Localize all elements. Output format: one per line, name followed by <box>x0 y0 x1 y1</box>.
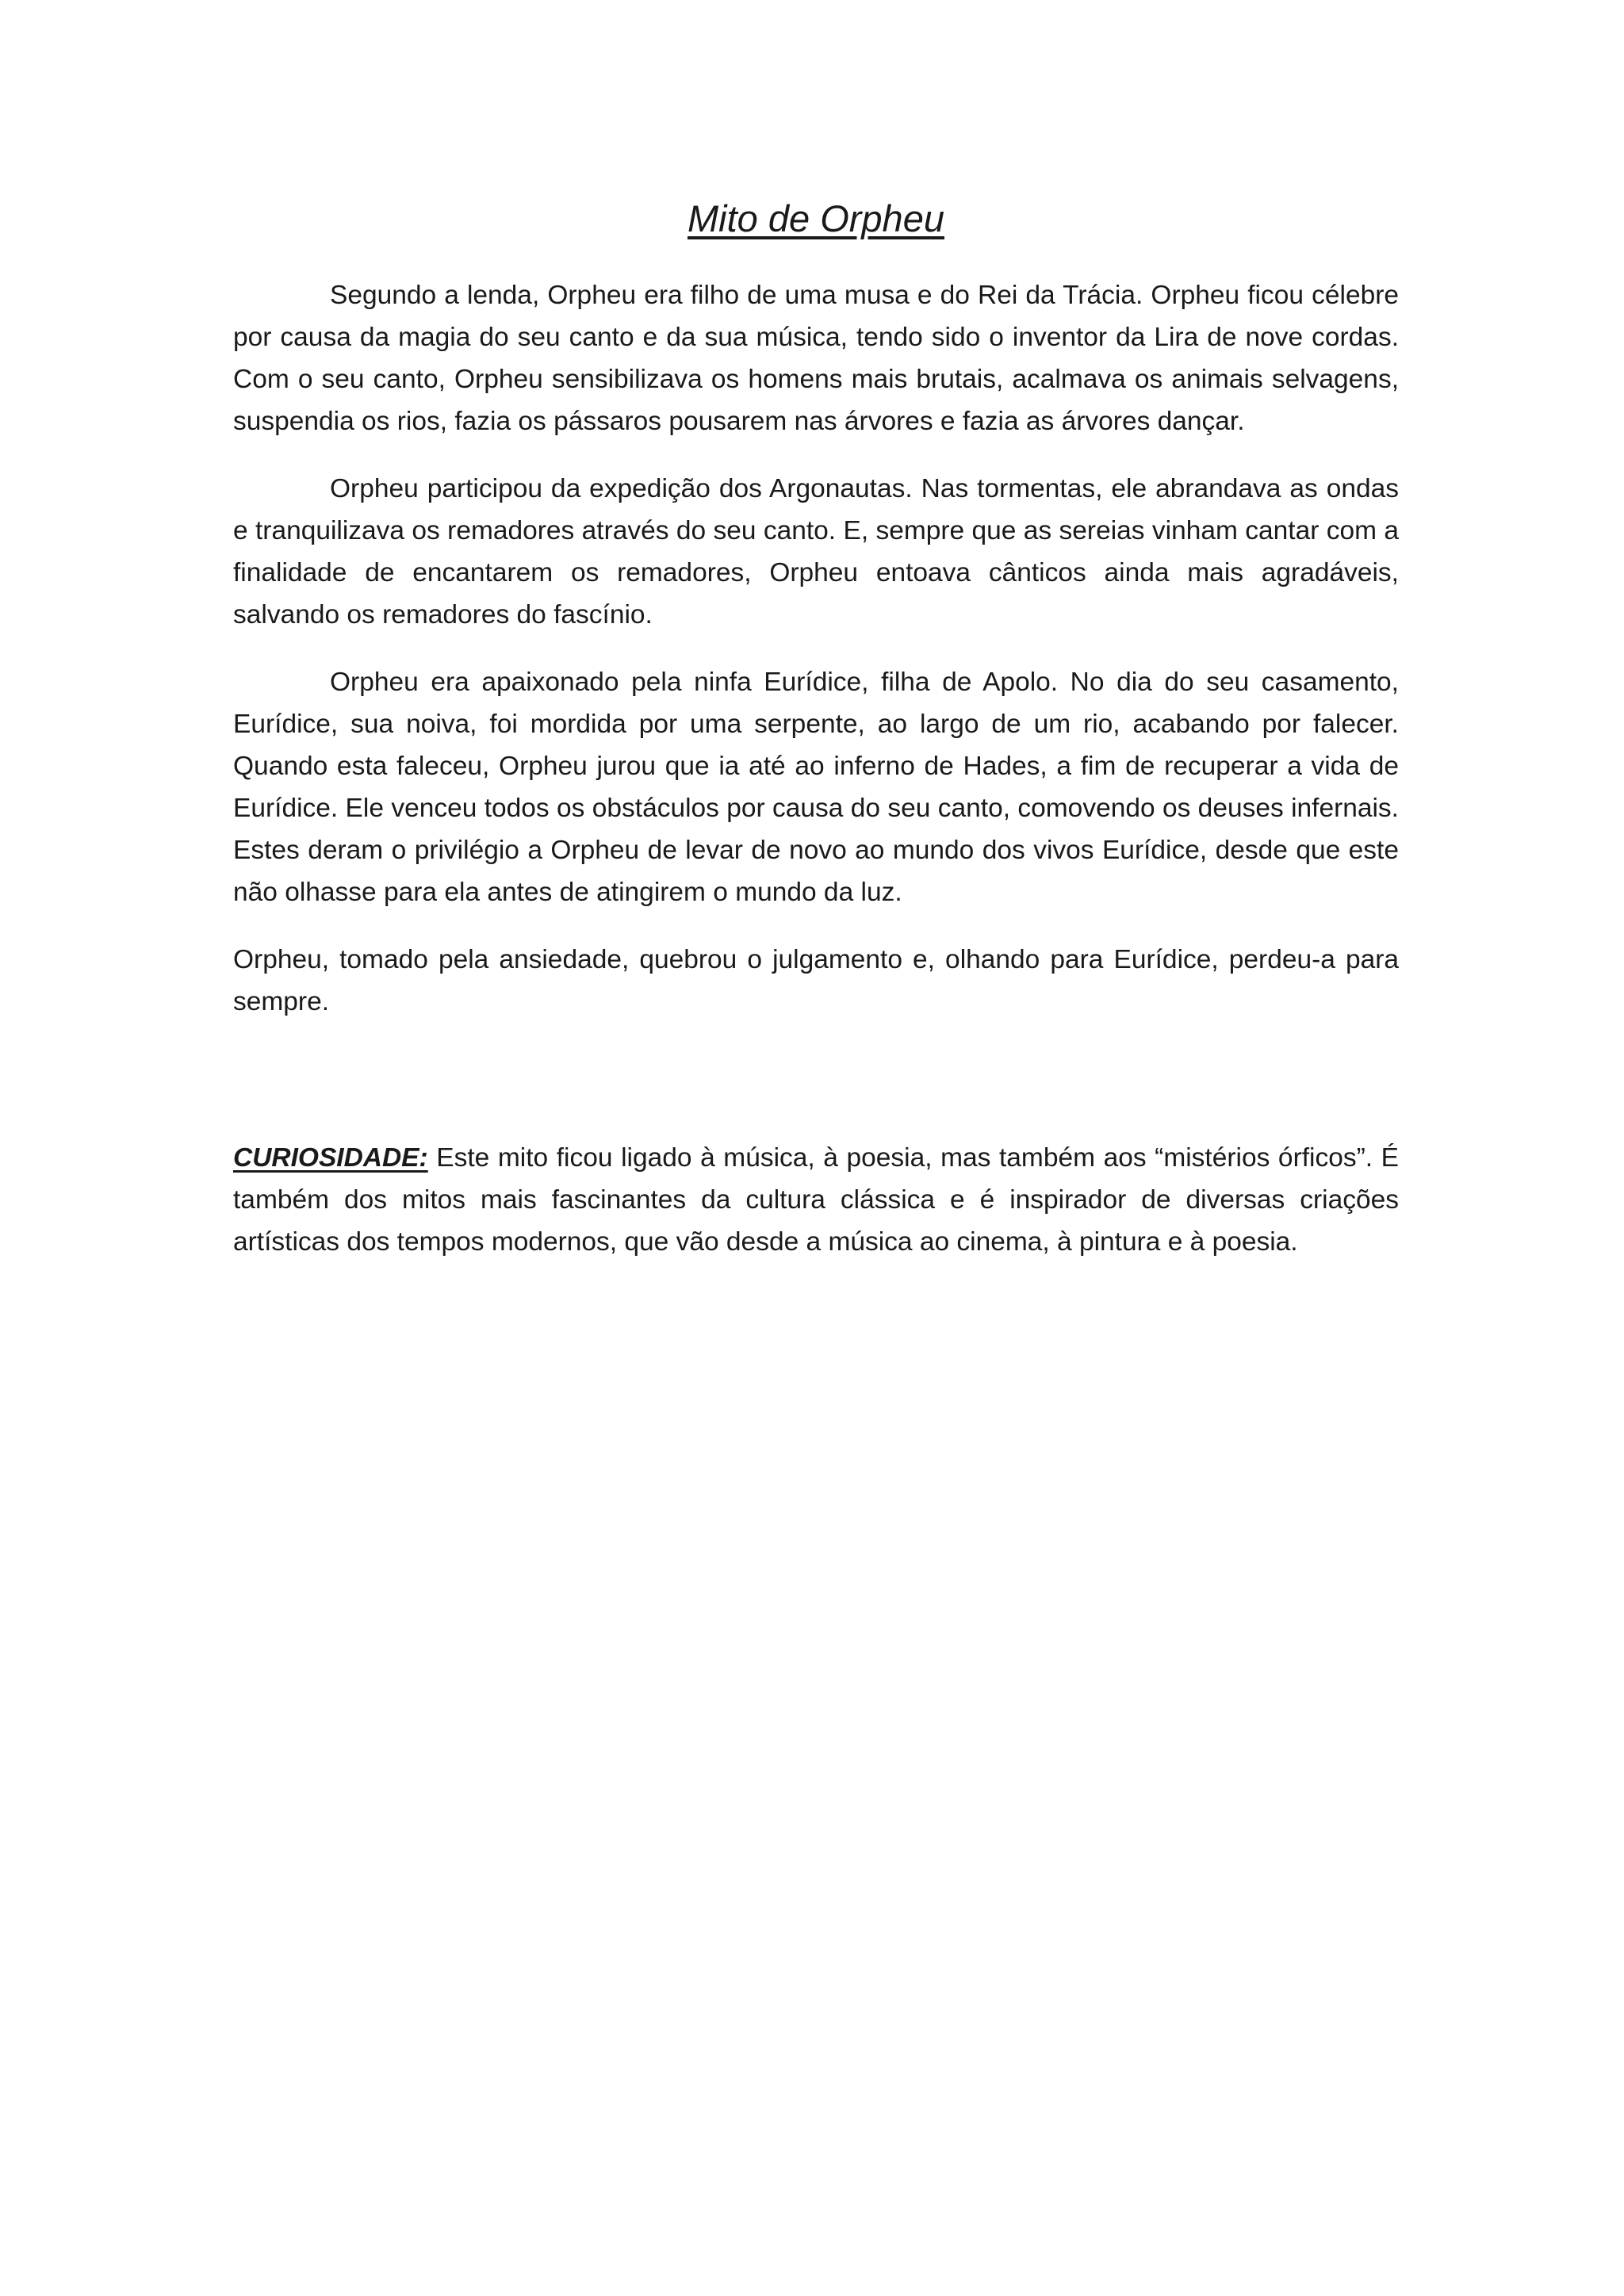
paragraph-1: Segundo a lenda, Orpheu era filho de uma musa e do Rei da Trácia. Orpheu ficou célebre por causa da magia do seu canto e da sua música, tendo sido o inventor da Lira de nove cordas. Com o seu canto, Orpheu sensibilizava os homens mais brutais, acalmava os animais selvagens, suspendia os rios, fazia os pássaros pousarem nas árvores e fazia as árvores dançar. <box>233 281 1399 436</box>
paragraph-2: Orpheu participou da expedição dos Argonautas. Nas tormentas, ele abrandava as ondas e tranquilizava os remadores através do seu canto. E, sempre que as sereias vinham cantar com a finalidade de encantarem os remadores, Orpheu entoava cânticos ainda mais agradáveis, salvando os remadores do fascínio. <box>233 474 1399 629</box>
curiosity-label: CURIOSIDADE: <box>233 1143 428 1173</box>
document-body <box>233 187 1399 1288</box>
section-spacer <box>233 1048 1399 1137</box>
curiosity-text: Este mito ficou ligado à música, à poesia, mas também aos “mistérios órficos”. É também dos mitos mais fascinantes da cultura clássica e é inspirador de diversas criações artísticas dos tempos modernos, que vão desde a música ao cinema, à pintura e à poesia. <box>233 1143 1399 1257</box>
document-title: Mito de Orpheu <box>688 197 944 239</box>
paragraph-4: Orpheu, tomado pela ansiedade, quebrou o julgamento e, olhando para Eurídice, perdeu-a para sempre. <box>233 945 1399 1016</box>
curiosity-paragraph <box>233 1137 1399 1263</box>
paragraph-3: Orpheu era apaixonado pela ninfa Eurídice, filha de Apolo. No dia do seu casamento, Eurídice, sua noiva, foi mordida por uma serpente, ao largo de um rio, acabando por falecer. Quando esta faleceu, Orpheu jurou que ia até ao inferno de Hades, a fim de recuperar a vida de Eurídice. Ele venceu todos os obstáculos por causa do seu canto, comovendo os deuses infernais. Estes deram o privilégio a Orpheu de levar de novo ao mundo dos vivos Eurídice, desde que este não olhasse para ela antes de atingirem o mundo da luz. <box>233 668 1399 907</box>
